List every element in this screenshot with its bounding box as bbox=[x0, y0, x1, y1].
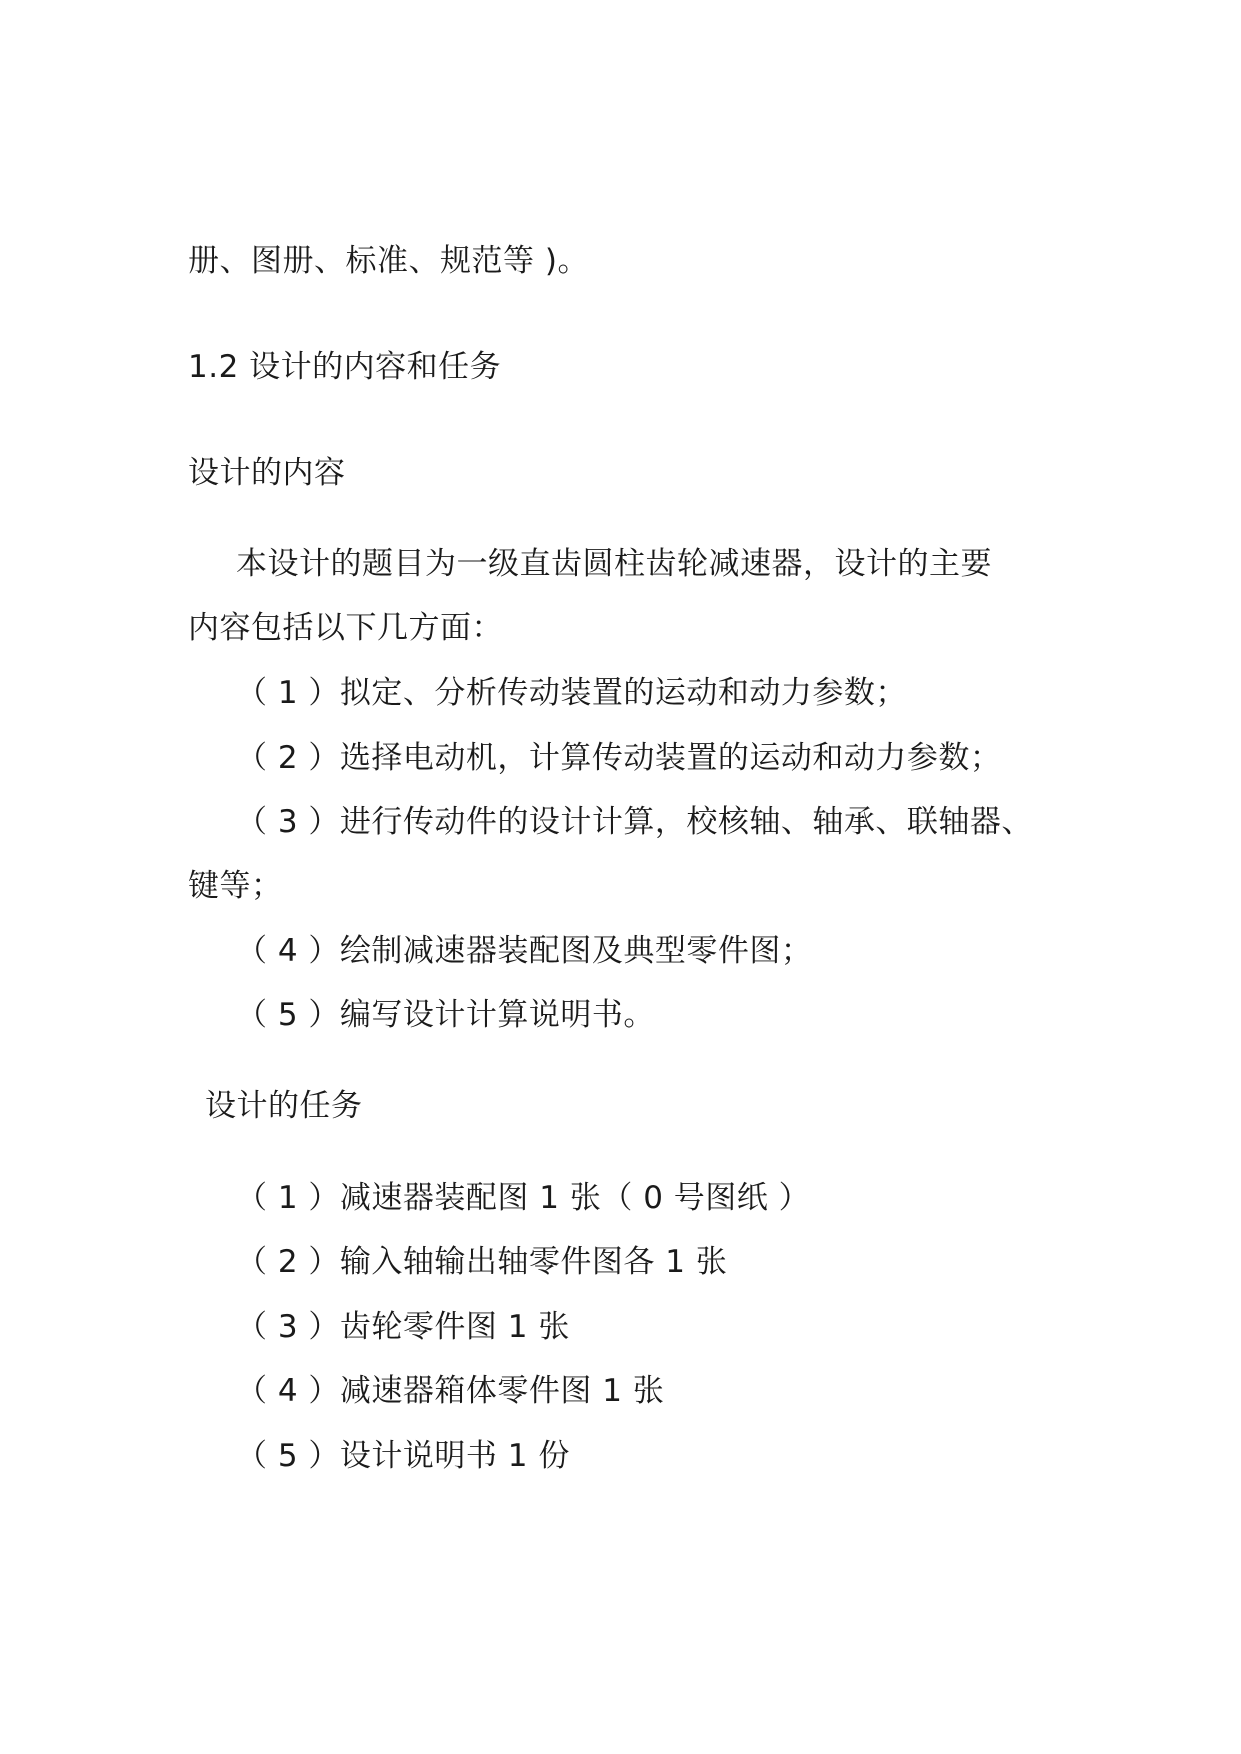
content-list-item-4: （ 4 ）绘制减速器装配图及典型零件图； bbox=[236, 933, 813, 969]
content-list-item-2: （ 2 ）选择电动机，计算传动装置的运动和动力参数； bbox=[236, 740, 1002, 776]
content-list-item-3-continued: 键等； bbox=[188, 868, 283, 904]
section-heading: 1.2 设计的内容和任务 bbox=[188, 349, 502, 385]
tasks-list-item-2: （ 2 ）输入轴输出轴零件图各 1 张 bbox=[236, 1244, 728, 1280]
content-list-item-5: （ 5 ）编写设计计算说明书。 bbox=[236, 997, 655, 1033]
content-list-item-1: （ 1 ）拟定、分析传动装置的运动和动力参数； bbox=[236, 675, 907, 711]
continued-text-line: 册、图册、标准、规范等 )。 bbox=[188, 243, 589, 279]
tasks-list-item-5: （ 5 ）设计说明书 1 份 bbox=[236, 1438, 570, 1474]
tasks-list-item-1: （ 1 ）减速器装配图 1 张（ 0 号图纸 ） bbox=[236, 1180, 811, 1216]
intro-paragraph-line-1: 本设计的题目为一级直齿圆柱齿轮减速器，设计的主要 bbox=[236, 546, 992, 582]
tasks-list-item-3: （ 3 ）齿轮零件图 1 张 bbox=[236, 1309, 570, 1345]
tasks-list-item-4: （ 4 ）减速器箱体零件图 1 张 bbox=[236, 1373, 665, 1409]
content-heading: 设计的内容 bbox=[188, 455, 346, 491]
intro-paragraph-line-2: 内容包括以下几方面： bbox=[188, 610, 503, 646]
content-list-item-3: （ 3 ）进行传动件的设计计算，校核轴、轴承、联轴器、 bbox=[236, 804, 1033, 840]
tasks-heading: 设计的任务 bbox=[205, 1088, 363, 1124]
